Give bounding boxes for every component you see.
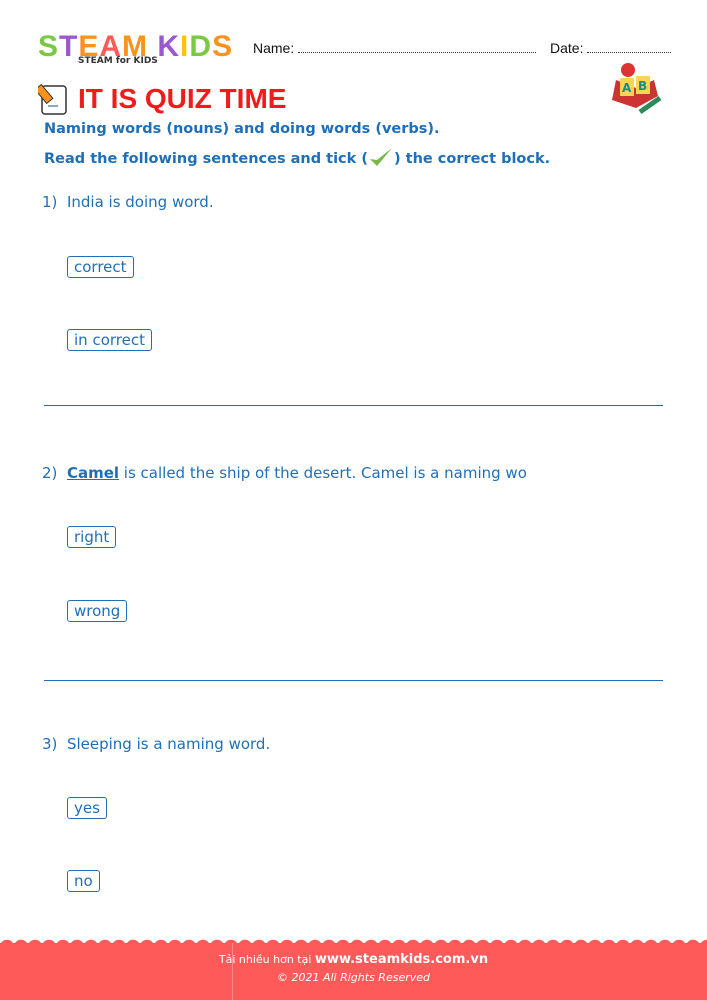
logo-letter: S [38, 30, 60, 63]
logo-letter: I [180, 30, 190, 63]
logo-letter: S [212, 30, 234, 63]
logo-letter: K [157, 30, 181, 63]
instruction-line-2: Read the following sentences and tick ( ) the correct block. [44, 146, 550, 168]
logo-letter: M [122, 30, 149, 63]
option-no[interactable]: no [67, 870, 100, 892]
name-field[interactable] [253, 40, 536, 56]
instruction-line-1: Naming words (nouns) and doing words (verbs). [44, 121, 440, 137]
question-3: 3) Sleeping is a naming word. [42, 735, 271, 753]
option-in-correct[interactable]: in correct [67, 329, 152, 351]
copyright: © 2021 All Rights Reserved [276, 971, 430, 984]
logo-letter: T [59, 30, 79, 63]
option-right[interactable]: right [67, 526, 116, 548]
abc-book-icon [608, 60, 664, 115]
option-yes[interactable]: yes [67, 797, 107, 819]
date-field[interactable] [550, 40, 671, 56]
name-label: Name: [253, 40, 295, 56]
date-label: Date: [550, 40, 584, 56]
logo-letter: E [78, 30, 100, 63]
divider [44, 405, 663, 406]
option-correct[interactable]: correct [67, 256, 134, 278]
checkmark-icon [368, 146, 394, 168]
question-2: 2) Camel is called the ship of the desert. Camel is a naming wo [42, 464, 527, 482]
footer [0, 943, 707, 1000]
divider [44, 680, 663, 681]
logo-letter: A [99, 30, 123, 63]
footer-prefix: Tải nhiều hơn tại [218, 953, 315, 966]
logo-tagline: STEAM for KIDS [78, 56, 158, 66]
question-1: 1) India is doing word. [42, 193, 214, 211]
page-title: IT IS QUIZ TIME [78, 83, 287, 114]
svg-text:B: B [638, 79, 648, 93]
option-wrong[interactable]: wrong [67, 600, 127, 622]
footer-url[interactable]: www.steamkids.com.vn [314, 952, 489, 967]
pencil-paper-icon [38, 82, 72, 116]
svg-text:A: A [622, 81, 632, 95]
logo-letter: D [189, 30, 213, 63]
